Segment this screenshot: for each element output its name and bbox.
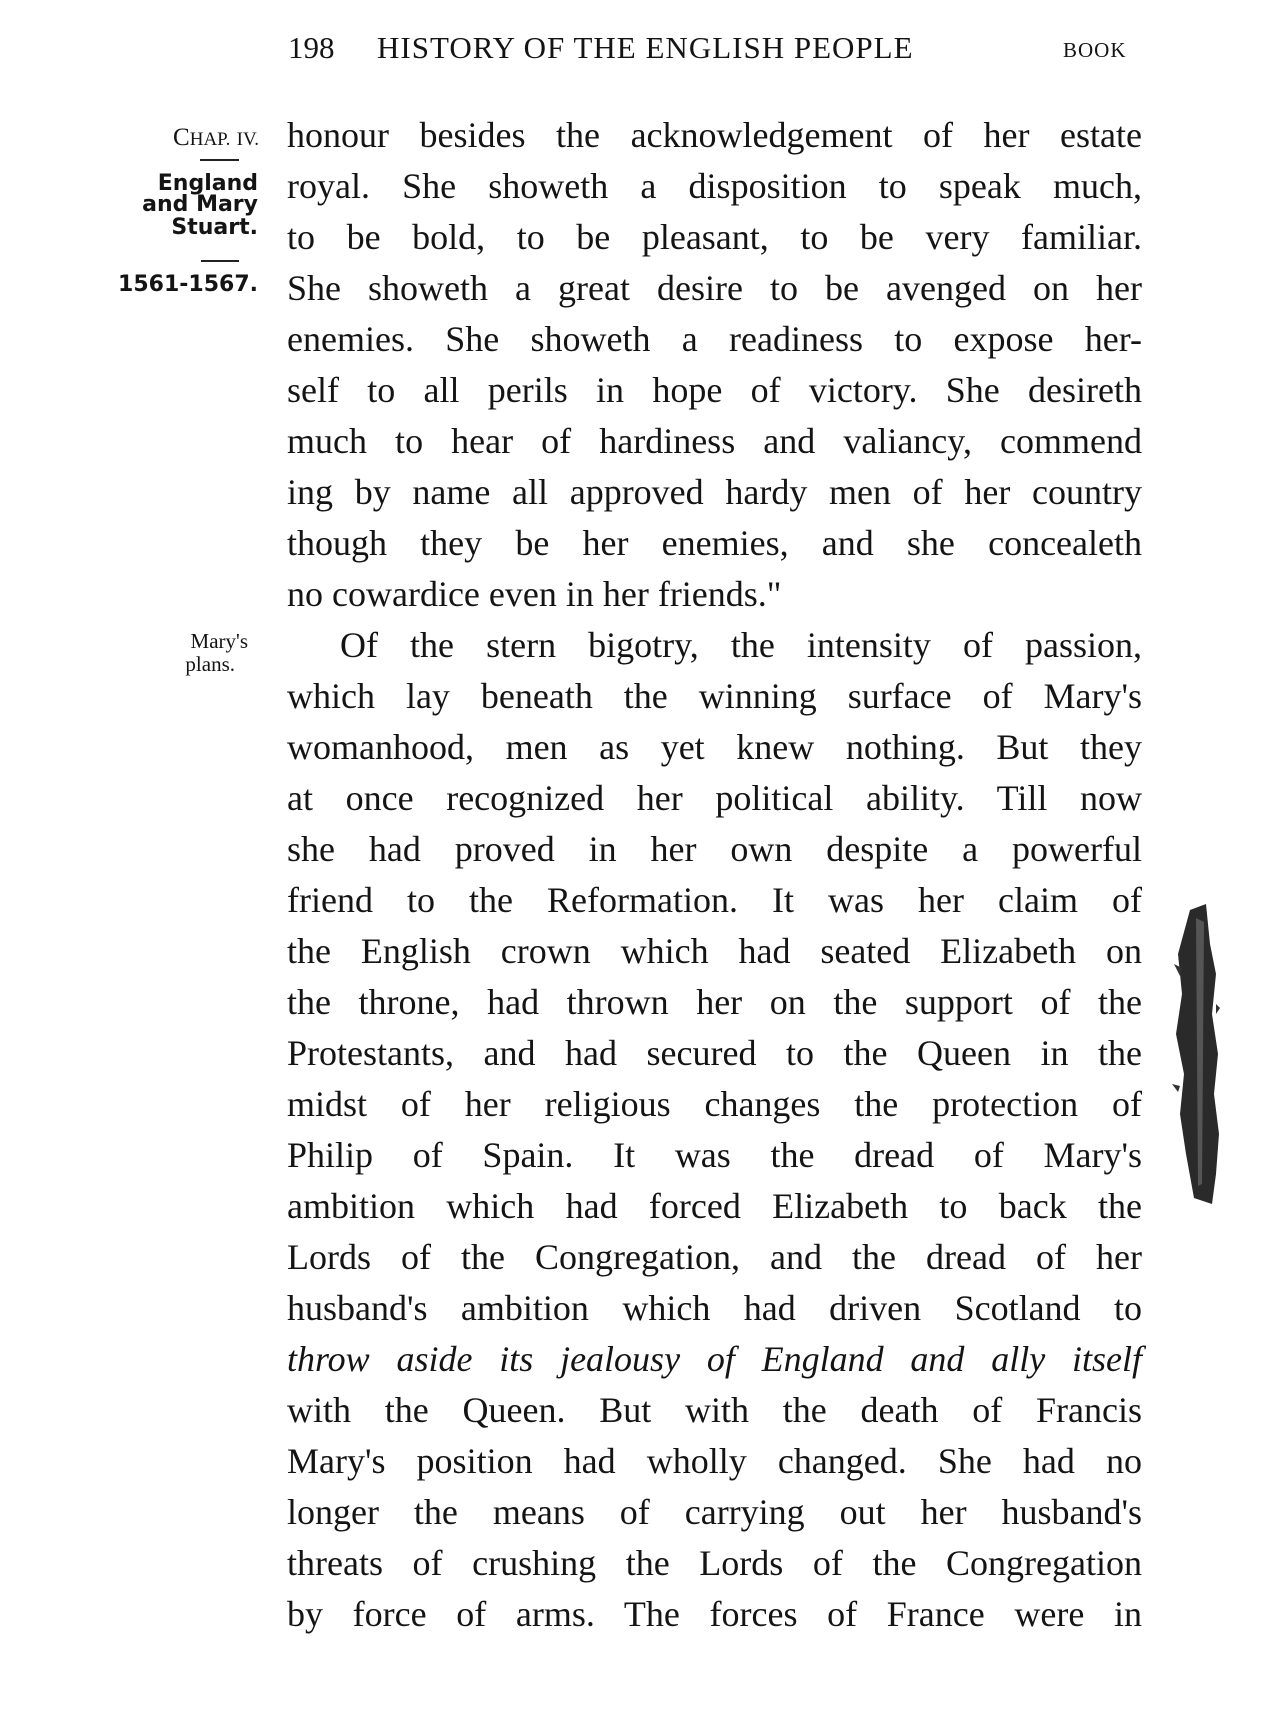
book-label: BOOK — [1063, 38, 1127, 62]
dates-sidenote: 1561-1567. — [118, 272, 258, 297]
topic-sidenote-line3: Stuart. — [171, 215, 258, 240]
topic-sidenote-line1: England — [157, 171, 258, 196]
text-line: with the Queen. But with the death of Francis — [287, 1390, 1142, 1430]
scan-smudge — [1172, 904, 1220, 1204]
text-line: to be bold, to be pleasant, to be very familiar. — [287, 217, 1142, 257]
text-line: Philip of Spain. It was the dread of Mary's — [287, 1135, 1142, 1175]
text-line: She showeth a great desire to be avenged on her — [287, 268, 1142, 308]
text-line: no cowardice even in her friends." — [287, 574, 782, 614]
chapter-sidenote — [173, 124, 259, 152]
text-line: womanhood, men as yet knew nothing. But they — [287, 727, 1142, 767]
page-number: 198 — [288, 30, 335, 65]
text-line: Mary's position had wholly changed. She had no — [287, 1441, 1142, 1481]
text-line: honour besides the acknowledgement of her estate — [287, 115, 1142, 155]
text-line: threats of crushing the Lords of the Congregation — [287, 1543, 1142, 1583]
chapter-prefix: C — [173, 124, 190, 151]
text-line: much to hear of hardiness and valiancy, commend — [287, 421, 1142, 461]
text-line: midst of her religious changes the protection of — [287, 1084, 1142, 1124]
plans-sidenote-line1: Mary's — [190, 629, 248, 653]
text-line: husband's ambition which had driven Scotland to — [287, 1288, 1142, 1328]
text-line: by force of arms. The forces of France were in — [287, 1594, 1142, 1634]
text-line: which lay beneath the winning surface of Mary's — [287, 676, 1142, 716]
topic-sidenote-line2: and Mary — [142, 192, 258, 217]
running-title: HISTORY OF THE ENGLISH PEOPLE — [377, 30, 914, 65]
text-line: self to all perils in hope of victory. She desireth — [287, 370, 1142, 410]
chapter-small-caps: HAP. — [189, 129, 231, 150]
text-line: the English crown which had seated Elizabeth on — [287, 931, 1142, 971]
text-line: the throne, had thrown her on the support of the — [287, 982, 1142, 1022]
text-line: at once recognized her political ability. Till now — [287, 778, 1142, 818]
text-line: she had proved in her own despite a powerful — [287, 829, 1142, 869]
text-line: Protestants, and had secured to the Queen in the — [287, 1033, 1142, 1073]
plans-sidenote-line2: plans. — [185, 652, 235, 676]
sidenote-rule — [201, 260, 239, 262]
body-text — [287, 110, 1142, 1640]
text-line: Lords of the Congregation, and the dread of her — [287, 1237, 1142, 1277]
text-line: friend to the Reformation. It was her claim of — [287, 880, 1142, 920]
text-line: longer the means of carrying out her husband's — [287, 1492, 1142, 1532]
text-line: royal. She showeth a disposition to speak much, — [287, 166, 1142, 206]
chapter-number: IV. — [236, 129, 259, 150]
text-line: though they be her enemies, and she concealeth — [287, 523, 1142, 563]
text-line: ing by name all approved hardy men of her country — [287, 472, 1142, 512]
sidenote-rule — [200, 159, 239, 161]
paragraph-start-line: Of the stern bigotry, the intensity of passion, — [340, 625, 1142, 665]
text-line: ambition which had forced Elizabeth to back the — [287, 1186, 1142, 1226]
text-line: enemies. She showeth a readiness to expose her- — [287, 319, 1142, 359]
text-line: throw aside its jealousy of England and ally itself — [287, 1339, 1142, 1379]
